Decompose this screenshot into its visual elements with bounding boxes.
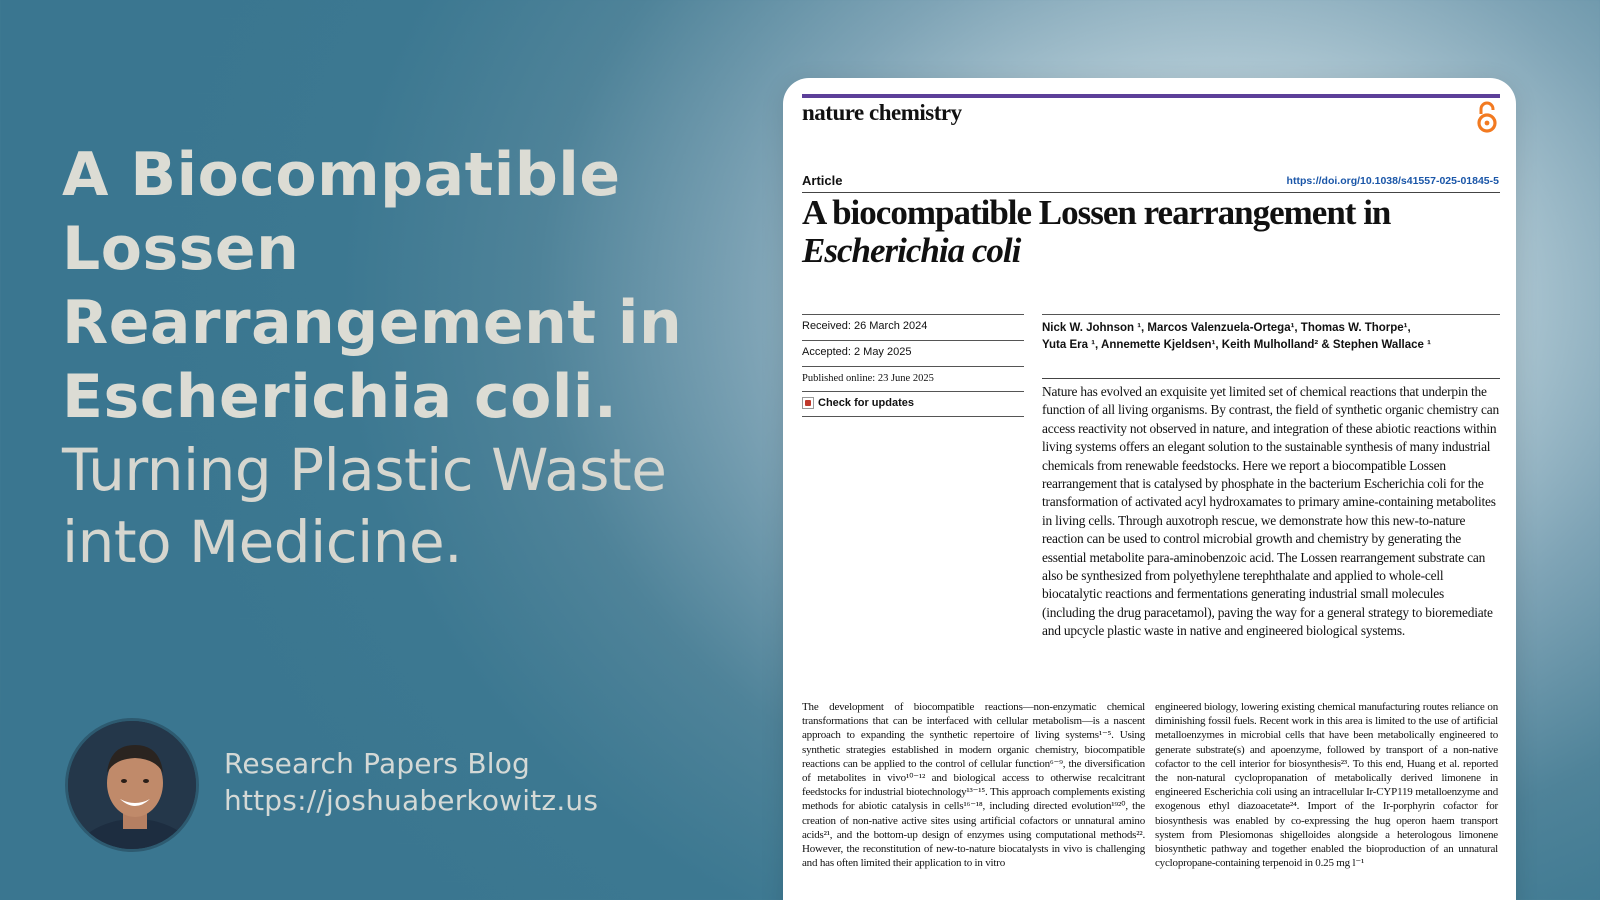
accent-bar	[802, 94, 1500, 98]
divider	[802, 391, 1024, 392]
subheadline: Turning Plastic Waste into Medicine.	[62, 436, 667, 576]
published-date: Published online: 23 June 2025	[802, 373, 934, 384]
accepted-date: Accepted: 2 May 2025	[802, 346, 912, 358]
divider	[1042, 378, 1500, 379]
divider	[802, 314, 1024, 315]
paper-preview	[783, 78, 1516, 900]
body-column-right: engineered biology, lowering existing chemical manufacturing routes reliance on diminishing fossil fuels. Recent work in this area is limited to the use of artificial metalloenzymes in microbial cells that have been metabolically engineered to generate substrate(s) and apoenzyme, followed by transport of a non-native cofactor to the cell interior for biosynthesis²³. To this end, Huang et al. reported the non-natural cyclopropanation of metabolically derived limonene in engineered Escherichia coli using an intracellular Ir-CYP119 metalloenzyme and exogenous ethyl diazoacetate²⁴. Import of the Ir-porphyrin cofactor for biosynthesis was enabled by co-expressing the hug operon haem transport system from Plesiomonas shigelloides alongside a heterologous limonene biosynthetic pathway and together enabled the bioproduction of an unnatural cyclopropane-containing terpenoid in 0.25 mg l⁻¹	[1155, 701, 1498, 870]
authors-line-2: Yuta Era ¹, Annemette Kjeldsen¹, Keith Mulholland² & Stephen Wallace ¹	[1042, 339, 1431, 351]
blog-name: Research Papers Blog	[224, 747, 531, 780]
article-type: Article	[802, 173, 843, 188]
body-column-left: The development of biocompatible reactions—non-enzymatic chemical transformations that can be interfaced with cellular metabolism—is a nascent approach to expanding the synthetic repertoire of living systems¹⁻⁵. Using synthetic strategies established in modern organic chemistry, biocompatible reactions can be applied to the control of cellular function⁶⁻⁹, the diversification of metabolites in vivo¹⁰⁻¹² and biological access to otherwise recalcitrant feedstocks for industrial biotechnology¹³⁻¹⁵. This approach complements existing methods for abiotic catalysis in cells¹⁶⁻¹⁸, including directed evolution¹⁹²⁰, the creation of non-native active sites using artificial cofactors or unnatural amino acids²¹, and the bottom-up design of enzymes using computational methods²². However, the reconstitution of new-to-nature biocatalysts in vivo is challenging and has often limited their application to in vitro	[802, 701, 1145, 870]
journal-name: nature chemistry	[802, 100, 962, 125]
divider	[802, 366, 1024, 367]
check-for-updates-icon	[802, 397, 814, 409]
author-avatar	[65, 718, 199, 852]
check-for-updates-label: Check for updates	[818, 397, 914, 409]
open-access-icon	[1475, 100, 1499, 134]
author-list	[1042, 320, 1502, 354]
divider	[802, 340, 1024, 341]
divider	[1042, 314, 1500, 315]
received-date: Received: 26 March 2024	[802, 320, 928, 332]
blog-url[interactable]: https://joshuaberkowitz.us	[224, 784, 599, 817]
paper-title-line2: Escherichia coli	[802, 231, 1021, 270]
check-for-updates[interactable]	[802, 397, 1024, 409]
doi-link[interactable]: https://doi.org/10.1038/s41557-025-01845-5	[1286, 175, 1499, 187]
paper-title	[802, 194, 1492, 270]
headline: A Biocompatible Lossen Rearrangement in Escherichia coli.	[62, 140, 683, 432]
divider	[802, 416, 1024, 417]
paper-title-line1: A biocompatible Lossen rearrangement in	[802, 193, 1391, 232]
abstract: Nature has evolved an exquisite yet limited set of chemical reactions that underpin the function of all living organisms. By contrast, the field of synthetic organic chemistry can access reactivity not observed in nature, and integration of these abiotic reactions within living systems offers an elegant solution to the sustainable synthesis of many industrial chemicals from renewable feedstocks. Here we report a biocompatible Lossen rearrangement that is catalysed by phosphate in the bacterium Escherichia coli for the transformation of activated acyl hydroxamates to primary amine-containing metabolites in living cells. Through auxotroph rescue, we demonstrate how this new-to-nature reaction can be used to control microbial growth and chemistry by generating the essential metabolite para-aminobenzoic acid. The Lossen rearrangement substrate can also be synthesized from polyethylene terephthalate and applied to whole-cell biocatalytic reactions and fermentations generating industrial small molecules (including the drug paracetamol), paving the way for a general strategy to bioremediate and upcycle plastic waste in native and engineered biological systems.	[1042, 384, 1499, 639]
authors-line-1: Nick W. Johnson ¹, Marcos Valenzuela-Ortega¹, Thomas W. Thorpe¹,	[1042, 322, 1411, 334]
